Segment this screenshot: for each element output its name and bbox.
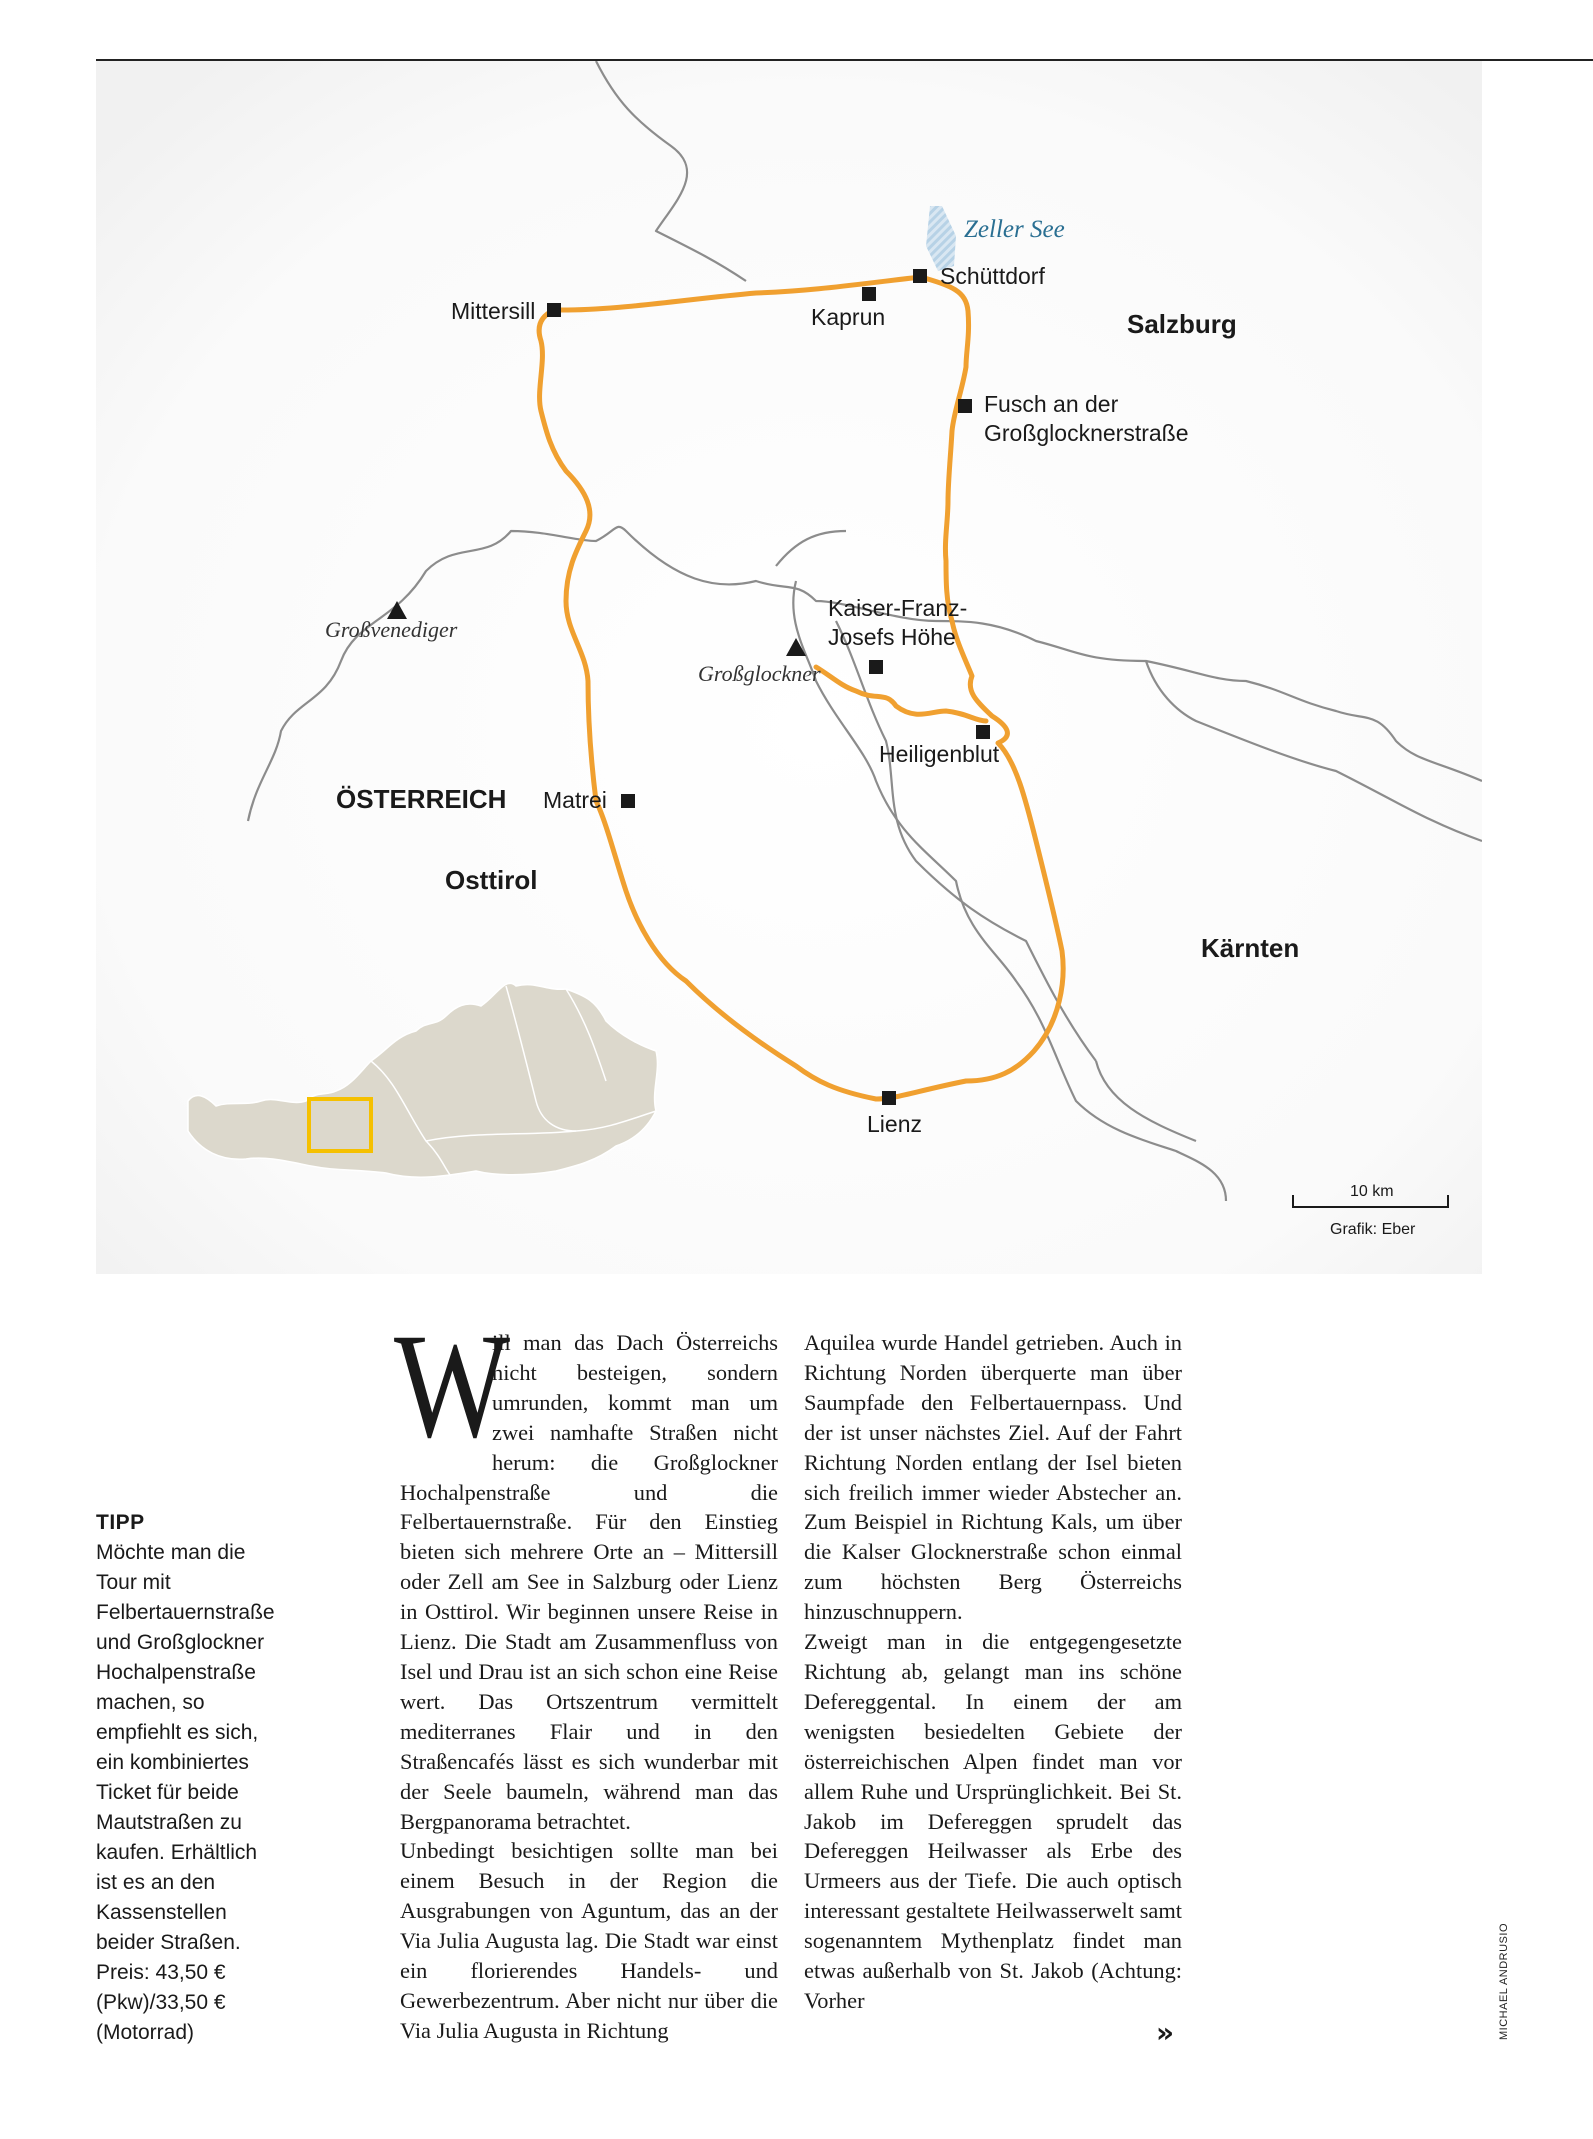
article-column-2 [804, 1328, 1182, 2016]
article-paragraph: ill man das Dach Österreichs nicht besteigen, sondern umrunden, kommt man um zwei namhafte Straßen nicht herum: die Großglockner Hochalpenstraße und die Felbertauernstraße. Für den Einstieg bieten sich mehrere Orte an – Mittersill oder Zell am See in Salzburg oder Lienz in Osttirol. Wir beginnen unsere Reise in Lienz. Die Stadt am Zusammenfluss von Isel und Drau ist an sich schon eine Reise wert. Das Ortszentrum vermittelt mediterranes Flair und in den Straßencafés lässt es sich wunderbar mit der Seele baumeln, während man das Bergpanorama betrachtet. [400, 1330, 778, 1834]
drop-cap: W [394, 1303, 511, 1469]
label-lienz: Lienz [867, 1111, 922, 1137]
route-map [96, 61, 1482, 1274]
label-fusch-1: Fusch an der [984, 391, 1119, 417]
tip-line: Felbertauernstraße [96, 1601, 275, 1624]
tip-line: (Pkw)/33,50 € [96, 1991, 226, 2014]
label-fusch-2: Großglocknerstraße [984, 420, 1189, 446]
marker-mittersill [547, 303, 561, 317]
tip-line: machen, so [96, 1691, 205, 1714]
tip-line: Preis: 43,50 € [96, 1961, 226, 1984]
label-kaernten: Kärnten [1201, 933, 1300, 963]
article-paragraph: Aquilea wurde Handel getrieben. Auch in Richtung Norden überquerte man über Saumpfade den Felbertauernpass. Und der ist unser nächstes Ziel. Auf der Fahrt Richtung Norden entlang der Isel bieten sich freilich immer wieder Abstecher an. Zum Beispiel in Richtung Kals, um über die Kalser Glocknerstraße schon einmal zum höchsten Berg Österreichs hinzuschnuppern. [804, 1330, 1182, 1625]
article-paragraph: Unbedingt besichtigen sollte man bei einem Besuch in der Region die Ausgrabungen von Aguntum, das an der Via Julia Augusta lag. Die Stadt war einst ein florierendes Handels- und Gewerbezentrum. Aber nicht nur über die Via Julia Augusta in Richtung [400, 1838, 778, 2043]
label-salzburg: Salzburg [1127, 309, 1237, 339]
tip-line: (Motorrad) [96, 2021, 195, 2044]
label-schuettdorf: Schüttdorf [940, 263, 1045, 289]
tip-line: ein kombiniertes [96, 1751, 249, 1774]
label-grossglockner: Großglockner [698, 661, 821, 686]
article-column-1 [394, 1303, 778, 2046]
tip-line: Tour mit [96, 1571, 171, 1594]
marker-kfjh [869, 660, 883, 674]
scale-label: 10 km [1350, 1183, 1394, 1200]
tip-line: Mautstraßen zu [96, 1811, 242, 1834]
tip-line: beider Straßen. [96, 1931, 241, 1954]
graphic-credit: Grafik: Eber [1330, 1221, 1416, 1238]
label-oesterreich: ÖSTERREICH [336, 784, 507, 814]
label-zeller-see: Zeller See [964, 216, 1065, 243]
tip-line: kaufen. Erhältlich [96, 1841, 258, 1864]
label-kfjh-1: Kaiser-Franz- [828, 595, 968, 621]
label-mittersill: Mittersill [451, 298, 536, 324]
label-heiligenblut: Heiligenblut [879, 741, 1000, 767]
tip-line: und Großglockner [96, 1631, 265, 1654]
tip-line: ist es an den [96, 1871, 216, 1894]
marker-kaprun [862, 287, 876, 301]
label-grossvenediger: Großvenediger [325, 617, 458, 642]
tip-box [96, 1508, 281, 2048]
label-kfjh-2: Josefs Höhe [828, 624, 956, 650]
label-matrei: Matrei [543, 787, 607, 813]
tip-line: Ticket für beide [96, 1781, 239, 1804]
label-kaprun: Kaprun [811, 304, 886, 330]
label-osttirol: Osttirol [445, 865, 538, 895]
article-paragraph: Zweigt man in die entgegengesetzte Richtung ab, gelangt man ins schöne Defereggental. In einem der am wenigsten besiedelten Gebiete der österreichischen Alpen findet man vor allem Ruhe und Ursprünglichkeit. Bei St. Jakob im Defereggen sprudelt das Defereggen Heilwasser als Erbe des Urmeers aus der Tiefe. Die auch optisch interessant gestaltete Heilwasserwelt samt sogenanntem Mythenplatz findet man etwas außerhalb von St. Jakob (Achtung: Vorher [804, 1629, 1182, 2013]
continue-mark: » [1156, 2016, 1175, 2049]
marker-heiligenblut [976, 725, 990, 739]
marker-matrei [621, 794, 635, 808]
tip-line: Hochalpenstraße [96, 1661, 256, 1684]
photo-credit: MICHAEL ANDRUSIO [1498, 1922, 1510, 2040]
marker-schuettdorf [913, 269, 927, 283]
marker-fusch [958, 399, 972, 413]
tip-line: Möchte man die [96, 1541, 246, 1564]
tip-line: empfiehlt es sich, [96, 1721, 259, 1744]
tip-title: TIPP [96, 1511, 145, 1534]
tip-line: Kassenstellen [96, 1901, 227, 1924]
marker-lienz [882, 1091, 896, 1105]
